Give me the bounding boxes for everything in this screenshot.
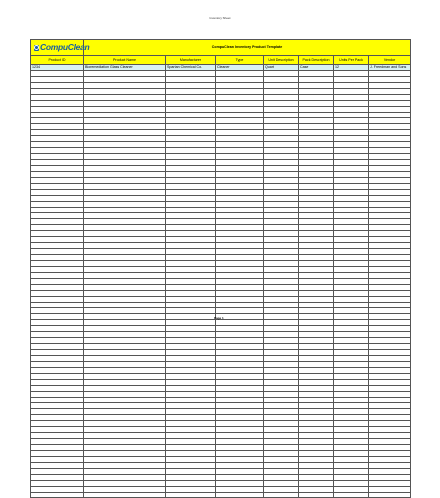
empty-cell[interactable] — [299, 492, 334, 498]
table-cell[interactable]: Case — [299, 65, 334, 71]
column-header-unit-description[interactable]: Unit Description — [264, 56, 299, 65]
empty-cell[interactable] — [369, 492, 411, 498]
page-header-text: Inventory Sheet — [209, 16, 231, 20]
empty-cell[interactable] — [31, 492, 84, 498]
table-cell[interactable]: Bioremediation Glass Cleaner — [84, 65, 166, 71]
column-header-type[interactable]: Type — [216, 56, 264, 65]
column-header-manufacturer[interactable]: Manufacturer — [166, 56, 216, 65]
table-cell[interactable]: Quart — [264, 65, 299, 71]
logo-text: CompuClean — [40, 42, 90, 53]
column-header-product-name[interactable]: Product Name — [84, 56, 166, 65]
table-cell[interactable]: 1234 — [31, 65, 84, 71]
logo-cell — [31, 40, 90, 56]
empty-cell[interactable] — [334, 492, 369, 498]
compuclean-logo-icon — [34, 45, 39, 51]
table-cell[interactable]: 12 — [334, 65, 369, 71]
empty-cell[interactable] — [264, 492, 299, 498]
table-cell[interactable]: J. Freedman and Sons — [369, 65, 411, 71]
column-header-row — [31, 56, 411, 65]
compuclean-logo — [32, 40, 90, 55]
empty-cell[interactable] — [216, 492, 264, 498]
column-header-vendor[interactable]: Vendor — [369, 56, 411, 65]
column-header-units-per-pack[interactable]: Units Per Pack — [334, 56, 369, 65]
sheet-title: CompuClean Inventory Product Template — [84, 40, 411, 56]
page-number-label: Page 1 — [214, 316, 224, 320]
empty-cell[interactable] — [166, 492, 216, 498]
empty-row — [31, 492, 411, 498]
inventory-table — [30, 39, 411, 498]
column-header-product-id[interactable]: Product ID — [31, 56, 84, 65]
title-row — [31, 40, 411, 56]
table-cell[interactable]: Spartan Chemical Co. — [166, 65, 216, 71]
column-header-pack-description[interactable]: Pack Description — [299, 56, 334, 65]
empty-cell[interactable] — [84, 492, 166, 498]
table-cell[interactable]: Cleaner — [216, 65, 264, 71]
